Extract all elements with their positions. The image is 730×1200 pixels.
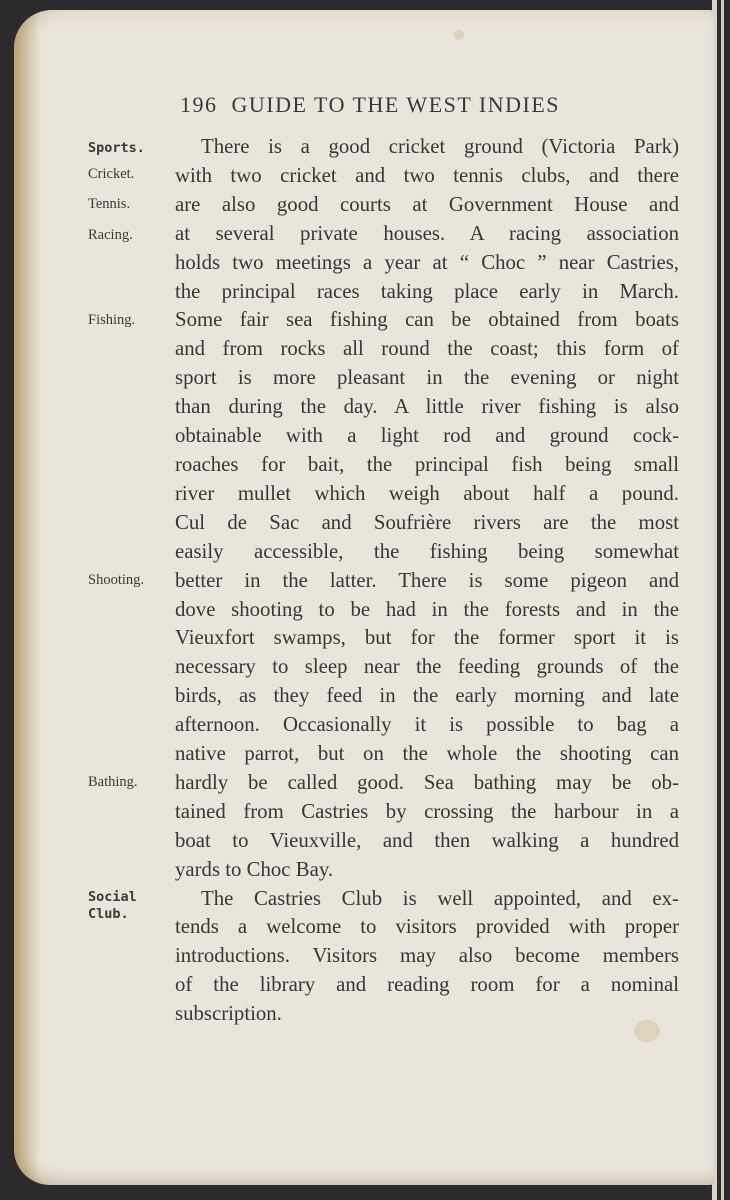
text-line: and from rocks all round the coast; this form of bbox=[175, 337, 679, 361]
text-line: at several private houses. A racing association bbox=[175, 221, 679, 245]
margin-note-sports: Sports. bbox=[88, 140, 145, 156]
text-line: native parrot, but on the whole the shooting can bbox=[175, 742, 679, 766]
margin-note-bathing: Bathing. bbox=[88, 774, 138, 790]
text-line: subscription. bbox=[175, 1002, 282, 1026]
text-line: There is a good cricket ground (Victoria Park) bbox=[201, 135, 679, 158]
text-line: holds two meetings a year at “ Choc ” near Castries, bbox=[175, 250, 679, 274]
text-line: than during the day. A little river fishing is also bbox=[175, 395, 679, 419]
text-line: the principal races taking place early in March. bbox=[175, 279, 679, 303]
text-line: yards to Choc Bay. bbox=[175, 857, 334, 881]
margin-note-tennis: Tennis. bbox=[88, 196, 131, 212]
body-text bbox=[175, 133, 679, 1029]
margin-note-club: Club. bbox=[88, 906, 129, 922]
text-line: tained from Castries by crossing the harbour in a bbox=[175, 799, 679, 823]
text-line: birds, as they feed in the early morning and late bbox=[175, 684, 679, 708]
text-line: are also good courts at Government House and bbox=[175, 192, 679, 216]
margin-note-racing: Racing. bbox=[88, 227, 133, 243]
text-line: introductions. Visitors may also become members bbox=[175, 944, 679, 968]
text-line: boat to Vieuxville, and then walking a hundred bbox=[175, 828, 679, 852]
running-header bbox=[180, 92, 650, 118]
text-line: Some fair sea fishing can be obtained from boats bbox=[175, 308, 679, 332]
text-line: The Castries Club is well appointed, and ex- bbox=[201, 886, 679, 910]
margin-note-social: Social bbox=[88, 889, 137, 905]
margin-note-cricket: Cricket. bbox=[88, 166, 135, 182]
running-title: GUIDE TO THE WEST INDIES bbox=[231, 92, 561, 117]
text-line: of the library and reading room for a nominal bbox=[175, 973, 679, 997]
text-line: with two cricket and two tennis clubs, and there bbox=[175, 163, 679, 187]
text-line: Cul de Sac and Soufrière rivers are the most bbox=[175, 510, 679, 534]
foxing-spot bbox=[454, 30, 464, 40]
page-number: 196 bbox=[180, 92, 218, 117]
margin-note-shooting: Shooting. bbox=[88, 572, 144, 588]
text-line: Vieuxfort swamps, but for the former sport it is bbox=[175, 626, 679, 650]
text-line: dove shooting to be had in the forests and in the bbox=[175, 597, 679, 621]
text-line: sport is more pleasant in the evening or night bbox=[175, 366, 679, 390]
text-line: necessary to sleep near the feeding grounds of the bbox=[175, 655, 679, 679]
text-line: tends a welcome to visitors provided with proper bbox=[175, 915, 679, 939]
page-edge-stain bbox=[14, 10, 40, 1185]
text-line: roaches for bait, the principal fish being small bbox=[175, 452, 679, 476]
text-line: river mullet which weigh about half a pound. bbox=[175, 481, 679, 505]
text-line: afternoon. Occasionally it is possible to bag a bbox=[175, 713, 679, 737]
text-line: obtainable with a light rod and ground cock- bbox=[175, 424, 679, 448]
margin-note-fishing: Fishing. bbox=[88, 312, 136, 328]
text-line: hardly be called good. Sea bathing may be ob- bbox=[175, 770, 679, 794]
book-edge bbox=[712, 0, 730, 1200]
text-line: better in the latter. There is some pigeon and bbox=[175, 568, 679, 592]
text-line: easily accessible, the fishing being somewhat bbox=[175, 539, 679, 563]
